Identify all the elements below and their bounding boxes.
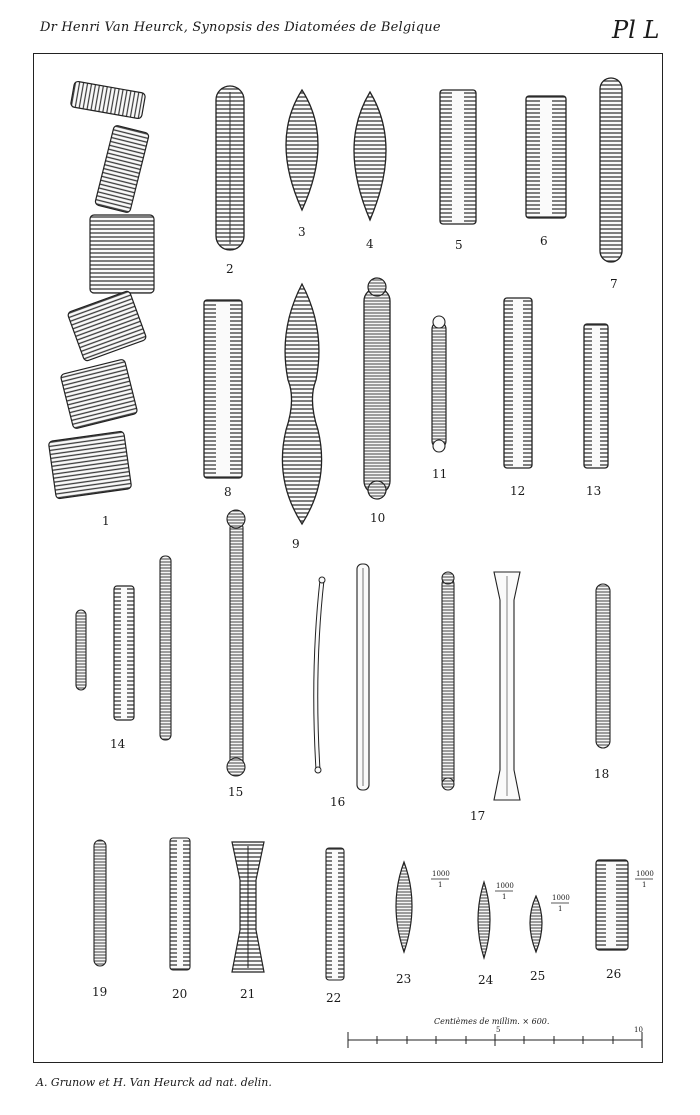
magnification-24-den: 1: [502, 893, 507, 901]
figure-label-12: 12: [510, 484, 526, 498]
figure-label-18: 18: [594, 767, 610, 781]
figure-24-diatom: [478, 882, 490, 958]
figure-23-diatom: [396, 862, 412, 952]
figure-20-diatom: [170, 838, 190, 970]
plate-header-title: Dr Henri Van Heurck, Synopsis des Diatomées de Belgique: [40, 20, 441, 35]
magnification-26-den: 1: [642, 881, 647, 889]
figure-label-15: 15: [228, 785, 244, 799]
figure-12-diatom: [504, 298, 532, 468]
plate-number: Pl L: [612, 16, 660, 44]
figure-19-diatom: [94, 840, 106, 966]
figure-label-19: 19: [92, 985, 108, 999]
scale-bar-caption: Centièmes de millim. × 600.: [434, 1017, 550, 1026]
figure-5-diatom: [440, 90, 476, 224]
figure-9-diatom: [282, 284, 321, 524]
figure-label-7: 7: [610, 277, 618, 291]
figure-11-diatom: [432, 316, 446, 452]
figure-17-diatoms: [442, 572, 520, 800]
figure-22-diatom: [326, 848, 344, 980]
scale-bar: [348, 1017, 643, 1048]
figure-label-23: 23: [396, 972, 412, 986]
figure-label-24: 24: [478, 973, 494, 987]
figure-2-diatom: [216, 86, 244, 250]
figure-16-diatoms: [315, 564, 369, 790]
figure-14-diatoms: [76, 556, 171, 740]
figure-8-diatom: [204, 300, 242, 478]
figure-label-2: 2: [226, 262, 234, 276]
magnification-25-num: 1000: [552, 894, 570, 902]
scale-bar-end-label: 10: [634, 1026, 643, 1034]
figure-7-diatom: [600, 78, 622, 262]
figure-18-diatom: [596, 584, 610, 748]
magnification-24-num: 1000: [496, 882, 514, 890]
figure-label-11: 11: [432, 467, 448, 481]
magnification-25-den: 1: [558, 905, 563, 913]
figure-label-3: 3: [298, 225, 306, 239]
figure-6-diatom: [526, 96, 566, 218]
figure-label-26: 26: [606, 967, 622, 981]
figure-15-diatom: [227, 510, 245, 776]
figure-4-diatom: [354, 92, 386, 220]
figure-label-5: 5: [455, 238, 463, 252]
figure-label-10: 10: [370, 511, 386, 525]
figure-label-1: 1: [102, 514, 110, 528]
figure-label-8: 8: [224, 485, 232, 499]
figure-label-17: 17: [470, 809, 486, 823]
figure-label-4: 4: [366, 237, 374, 251]
figure-label-14: 14: [110, 737, 126, 751]
figure-label-21: 21: [240, 987, 256, 1001]
figure-label-25: 25: [530, 969, 546, 983]
figure-label-20: 20: [172, 987, 188, 1001]
magnification-23-den: 1: [438, 881, 443, 889]
figure-10-diatom: [364, 278, 390, 499]
scale-bar-mid-label: 5: [496, 1026, 501, 1034]
figure-label-13: 13: [586, 484, 602, 498]
magnification-23-num: 1000: [432, 870, 450, 878]
plate-footer-credit: A. Grunow et H. Van Heurck ad nat. delin.: [36, 1076, 272, 1089]
magnification-26-num: 1000: [636, 870, 654, 878]
figure-label-6: 6: [540, 234, 548, 248]
figure-13-diatom: [584, 324, 608, 468]
figure-3-diatom: [286, 90, 318, 210]
figure-25-diatom: [530, 896, 542, 952]
figure-label-22: 22: [326, 991, 342, 1005]
figure-21-diatom: [232, 842, 264, 972]
figure-1-frustule-chain: [48, 81, 154, 499]
figure-label-16: 16: [330, 795, 346, 809]
figure-26-diatom: [596, 860, 628, 950]
figure-label-9: 9: [292, 537, 300, 551]
